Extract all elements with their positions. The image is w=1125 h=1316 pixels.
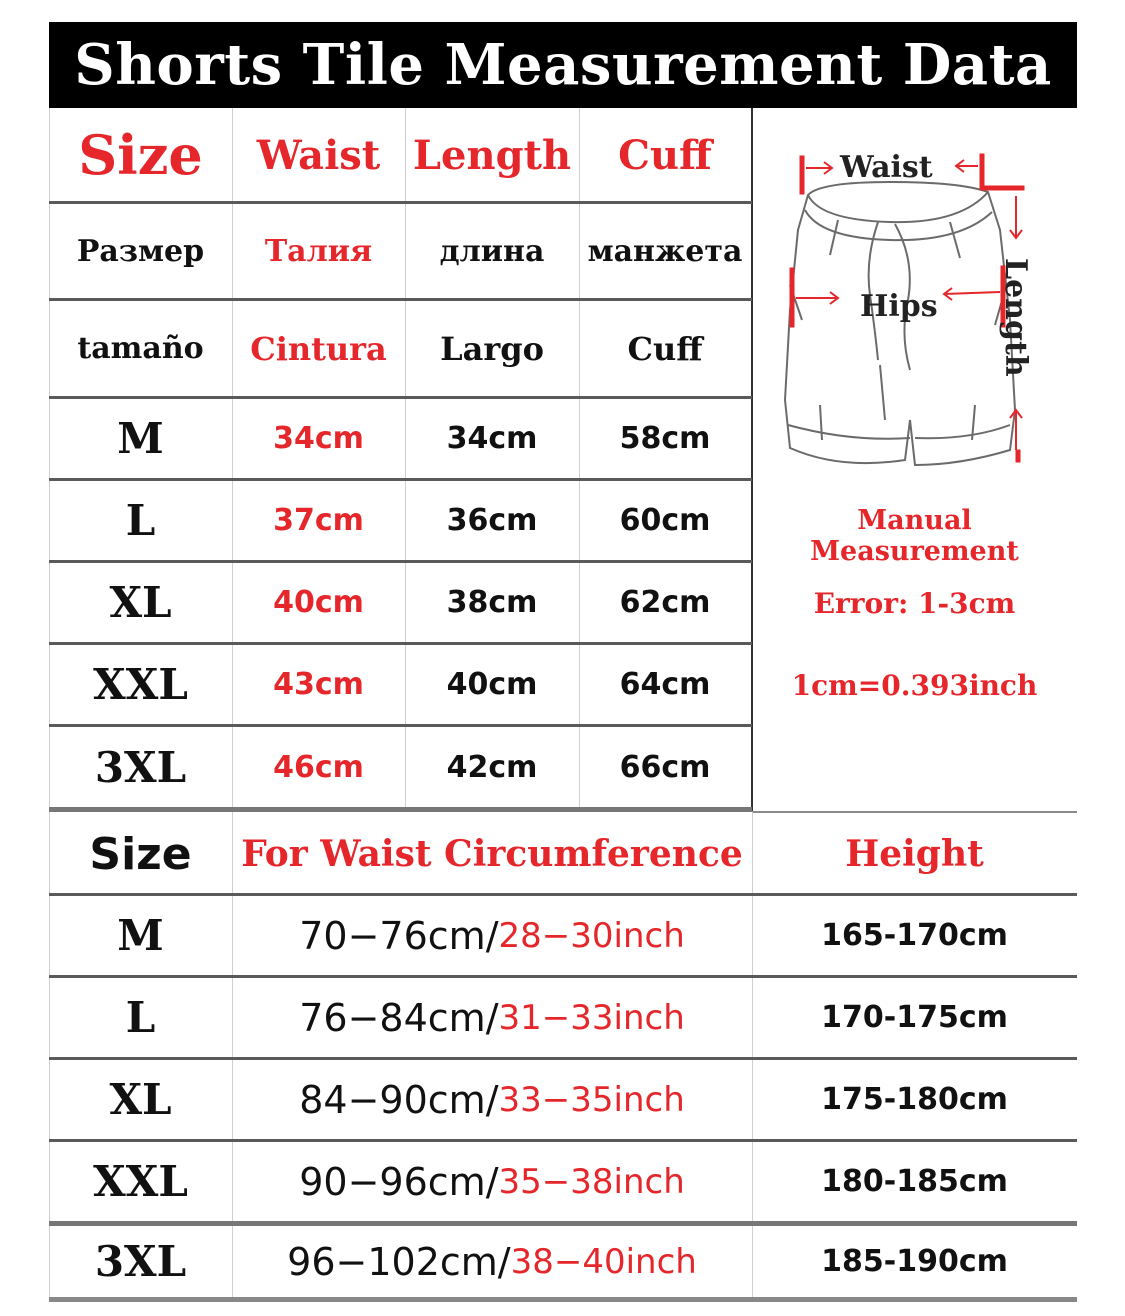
size-cell: XL <box>109 1075 172 1124</box>
hips-diagram-label: Hips <box>860 289 938 324</box>
size-cell: M <box>117 911 164 960</box>
divider <box>49 807 752 812</box>
header2-waist-circumference: For Waist Circumference <box>241 833 743 875</box>
header-cuff-es: Cuff <box>627 329 703 368</box>
size-cell: XL <box>109 578 172 627</box>
header-cuff: Cuff <box>618 131 712 179</box>
waist-cell: 40cm <box>273 585 364 620</box>
size-cell: XXL <box>93 660 188 709</box>
size-cell: L <box>125 496 156 545</box>
waist-circumference-cell <box>232 978 752 1057</box>
waist-cm: 84−90cm/ <box>299 1077 499 1122</box>
height-cell: 180-185cm <box>821 1164 1008 1199</box>
size-cell: XXL <box>93 1157 188 1206</box>
divider <box>751 108 753 812</box>
error-note: Error: 1-3cm <box>813 587 1016 620</box>
waist-inch: 35−38inch <box>498 1161 685 1202</box>
divider <box>49 1297 1077 1302</box>
header-size: Size <box>78 123 203 187</box>
cuff-cell: 66cm <box>619 749 711 785</box>
length-cell: 38cm <box>446 585 538 620</box>
header-waist: Waist <box>256 131 381 179</box>
waist-cm: 96−102cm/ <box>287 1239 511 1284</box>
length-cell: 36cm <box>446 503 538 538</box>
size-cell: 3XL <box>94 742 187 792</box>
waist-circumference-cell <box>232 1060 752 1139</box>
waist-cell: 34cm <box>273 421 364 456</box>
length-cell: 34cm <box>446 421 538 456</box>
waist-inch: 33−35inch <box>498 1079 685 1120</box>
waist-inch: 31−33inch <box>498 997 685 1038</box>
height-cell: 185-190cm <box>821 1244 1008 1279</box>
waist-cm: 90−96cm/ <box>299 1159 499 1204</box>
header-waist-es: Cintura <box>250 329 387 368</box>
page-title: Shorts Tile Measurement Data <box>49 22 1077 108</box>
cuff-cell: 62cm <box>619 585 711 620</box>
height-cell: 175-180cm <box>821 1082 1008 1117</box>
height-cell: 170-175cm <box>821 1000 1008 1035</box>
waist-cell: 43cm <box>273 667 364 702</box>
header-waist-ru: Талия <box>264 233 373 269</box>
waist-cm: 70−76cm/ <box>299 913 499 958</box>
waist-cell: 37cm <box>273 503 364 538</box>
cuff-cell: 58cm <box>619 421 711 456</box>
waist-circumference-cell <box>232 1142 752 1221</box>
length-cell: 42cm <box>446 749 538 785</box>
manual-measurement-note: Manual Measurement <box>810 505 1019 567</box>
header2-height: Height <box>845 833 984 875</box>
length-cell: 40cm <box>446 667 538 702</box>
size-cell: M <box>117 414 164 463</box>
header-length: Length <box>412 131 572 179</box>
divider <box>752 811 1077 813</box>
waist-diagram-label: Waist <box>840 150 933 185</box>
header-length-es: Largo <box>440 329 544 368</box>
cuff-cell: 60cm <box>619 503 711 538</box>
header-cuff-ru: манжета <box>587 233 743 269</box>
header2-size: Size <box>89 828 192 880</box>
header-size-ru: Размер <box>76 233 205 269</box>
waist-cell: 46cm <box>273 749 364 785</box>
waist-inch: 28−30inch <box>498 915 685 956</box>
cuff-cell: 64cm <box>619 667 711 702</box>
header-size-es: tamaño <box>77 331 204 366</box>
height-cell: 165-170cm <box>821 918 1008 953</box>
size-cell: L <box>125 993 156 1042</box>
waist-cm: 76−84cm/ <box>299 995 499 1040</box>
conversion-note: 1cm=0.393inch <box>791 669 1038 702</box>
header-length-ru: длина <box>439 233 545 269</box>
waist-circumference-cell <box>232 896 752 975</box>
shorts-diagram <box>760 120 1060 480</box>
waist-inch: 38−40inch <box>510 1241 697 1282</box>
size-cell: 3XL <box>94 1237 187 1286</box>
length-diagram-label: Length <box>998 258 1033 377</box>
waist-circumference-cell <box>232 1226 752 1297</box>
